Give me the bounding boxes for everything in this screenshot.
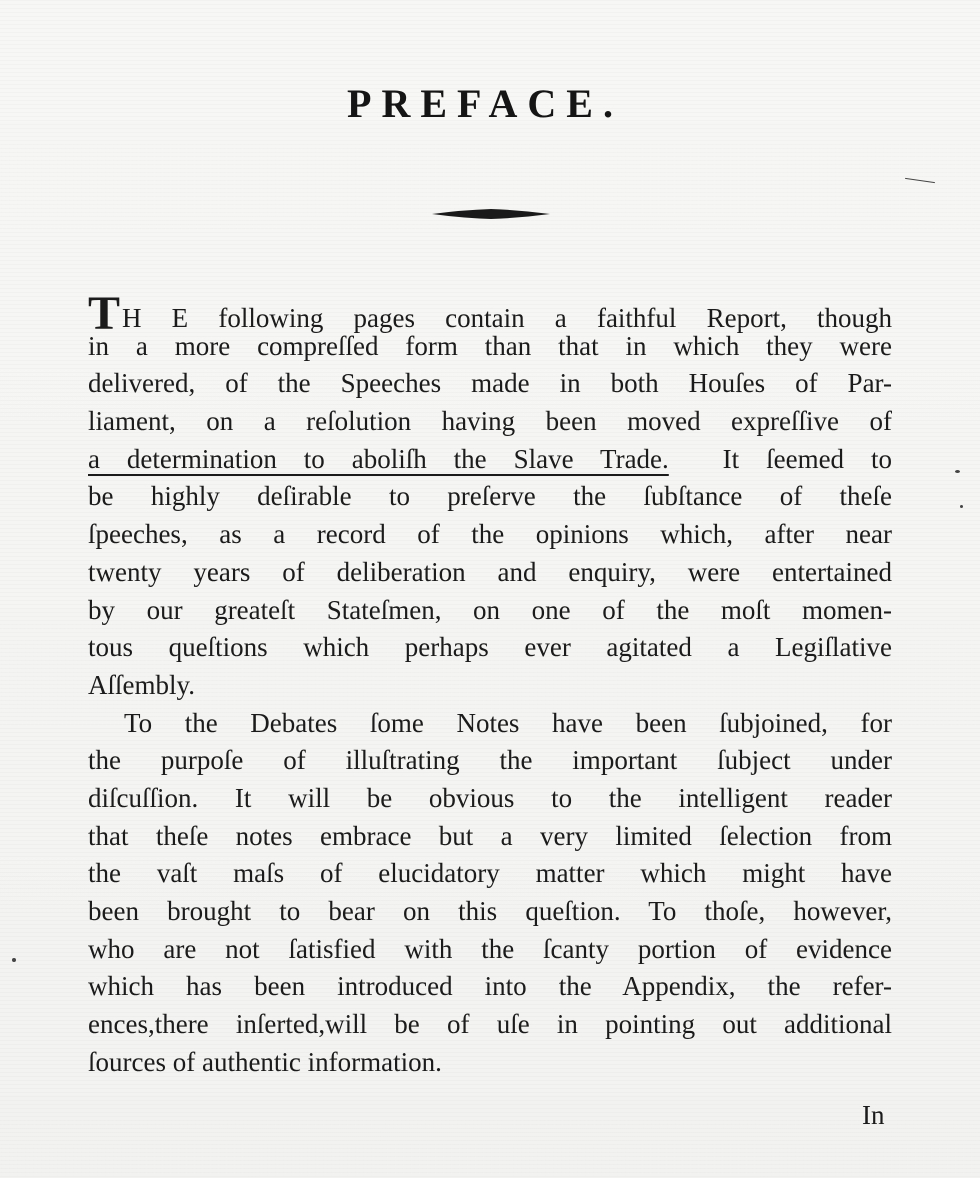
text-line: ſpeeches, as a record of the opinions which, after near xyxy=(88,519,892,550)
text-line: To the Debates ſome Notes have been ſubjoined, for xyxy=(124,707,892,738)
text-line: Aſſembly. xyxy=(88,669,195,700)
text-line: the vaſt maſs of elucidatory matter which might have xyxy=(88,858,892,889)
text-line: ſources of authentic information. xyxy=(88,1046,442,1077)
text-line: who are not ſatisfied with the ſcanty portion of evidence xyxy=(88,933,892,964)
text-line: that theſe notes embrace but a very limited ſelection from xyxy=(88,820,892,851)
drop-cap: T xyxy=(88,287,121,340)
text-line: which has been introduced into the Appendix, the refer- xyxy=(88,971,892,1002)
text-line: twenty years of deliberation and enquiry, were entertained xyxy=(88,556,892,587)
paper-speck xyxy=(905,178,935,183)
paragraph-1 xyxy=(88,287,892,705)
text-line: by our greateſt Stateſmen, on one of the moſt momen- xyxy=(88,594,892,625)
paper-speck xyxy=(955,470,960,473)
decorative-rule xyxy=(432,208,550,220)
body-text xyxy=(88,287,892,1081)
text-line: be highly deſirable to preſerve the ſubſtance of theſe xyxy=(88,481,892,512)
paper-speck xyxy=(960,505,963,508)
text-line: tous queſtions which perhaps ever agitated a Legiſlative xyxy=(88,632,892,663)
text-line: diſcuſſion. It will be obvious to the intelligent reader xyxy=(88,782,892,813)
text-line: in a more compreſſed form than that in which they were xyxy=(88,330,892,361)
page-title: PREFACE. xyxy=(347,81,623,126)
text-line: delivered, of the Speeches made in both Houſes of Par- xyxy=(88,368,892,399)
underlined-phrase: a determination to aboliſh the Slave Trade. xyxy=(88,443,669,474)
text-line: TH E following pages contain a faithful Report, though xyxy=(88,287,892,340)
text-line: ences,there inſerted,will be of uſe in pointing out additional xyxy=(88,1009,892,1040)
text-line: liament, on a reſolution having been moved expreſſive of xyxy=(88,406,892,437)
text-line: been brought to bear on this queſtion. To thoſe, however, xyxy=(88,896,892,926)
text-line: a determination to aboliſh the Slave Trade. It ſeemed to xyxy=(88,443,892,474)
catchword: In xyxy=(862,1100,885,1130)
paper-speck xyxy=(12,958,16,962)
paragraph-2 xyxy=(88,705,892,1082)
text-line: the purpoſe of illuſtrating the important ſubject under xyxy=(88,745,892,776)
